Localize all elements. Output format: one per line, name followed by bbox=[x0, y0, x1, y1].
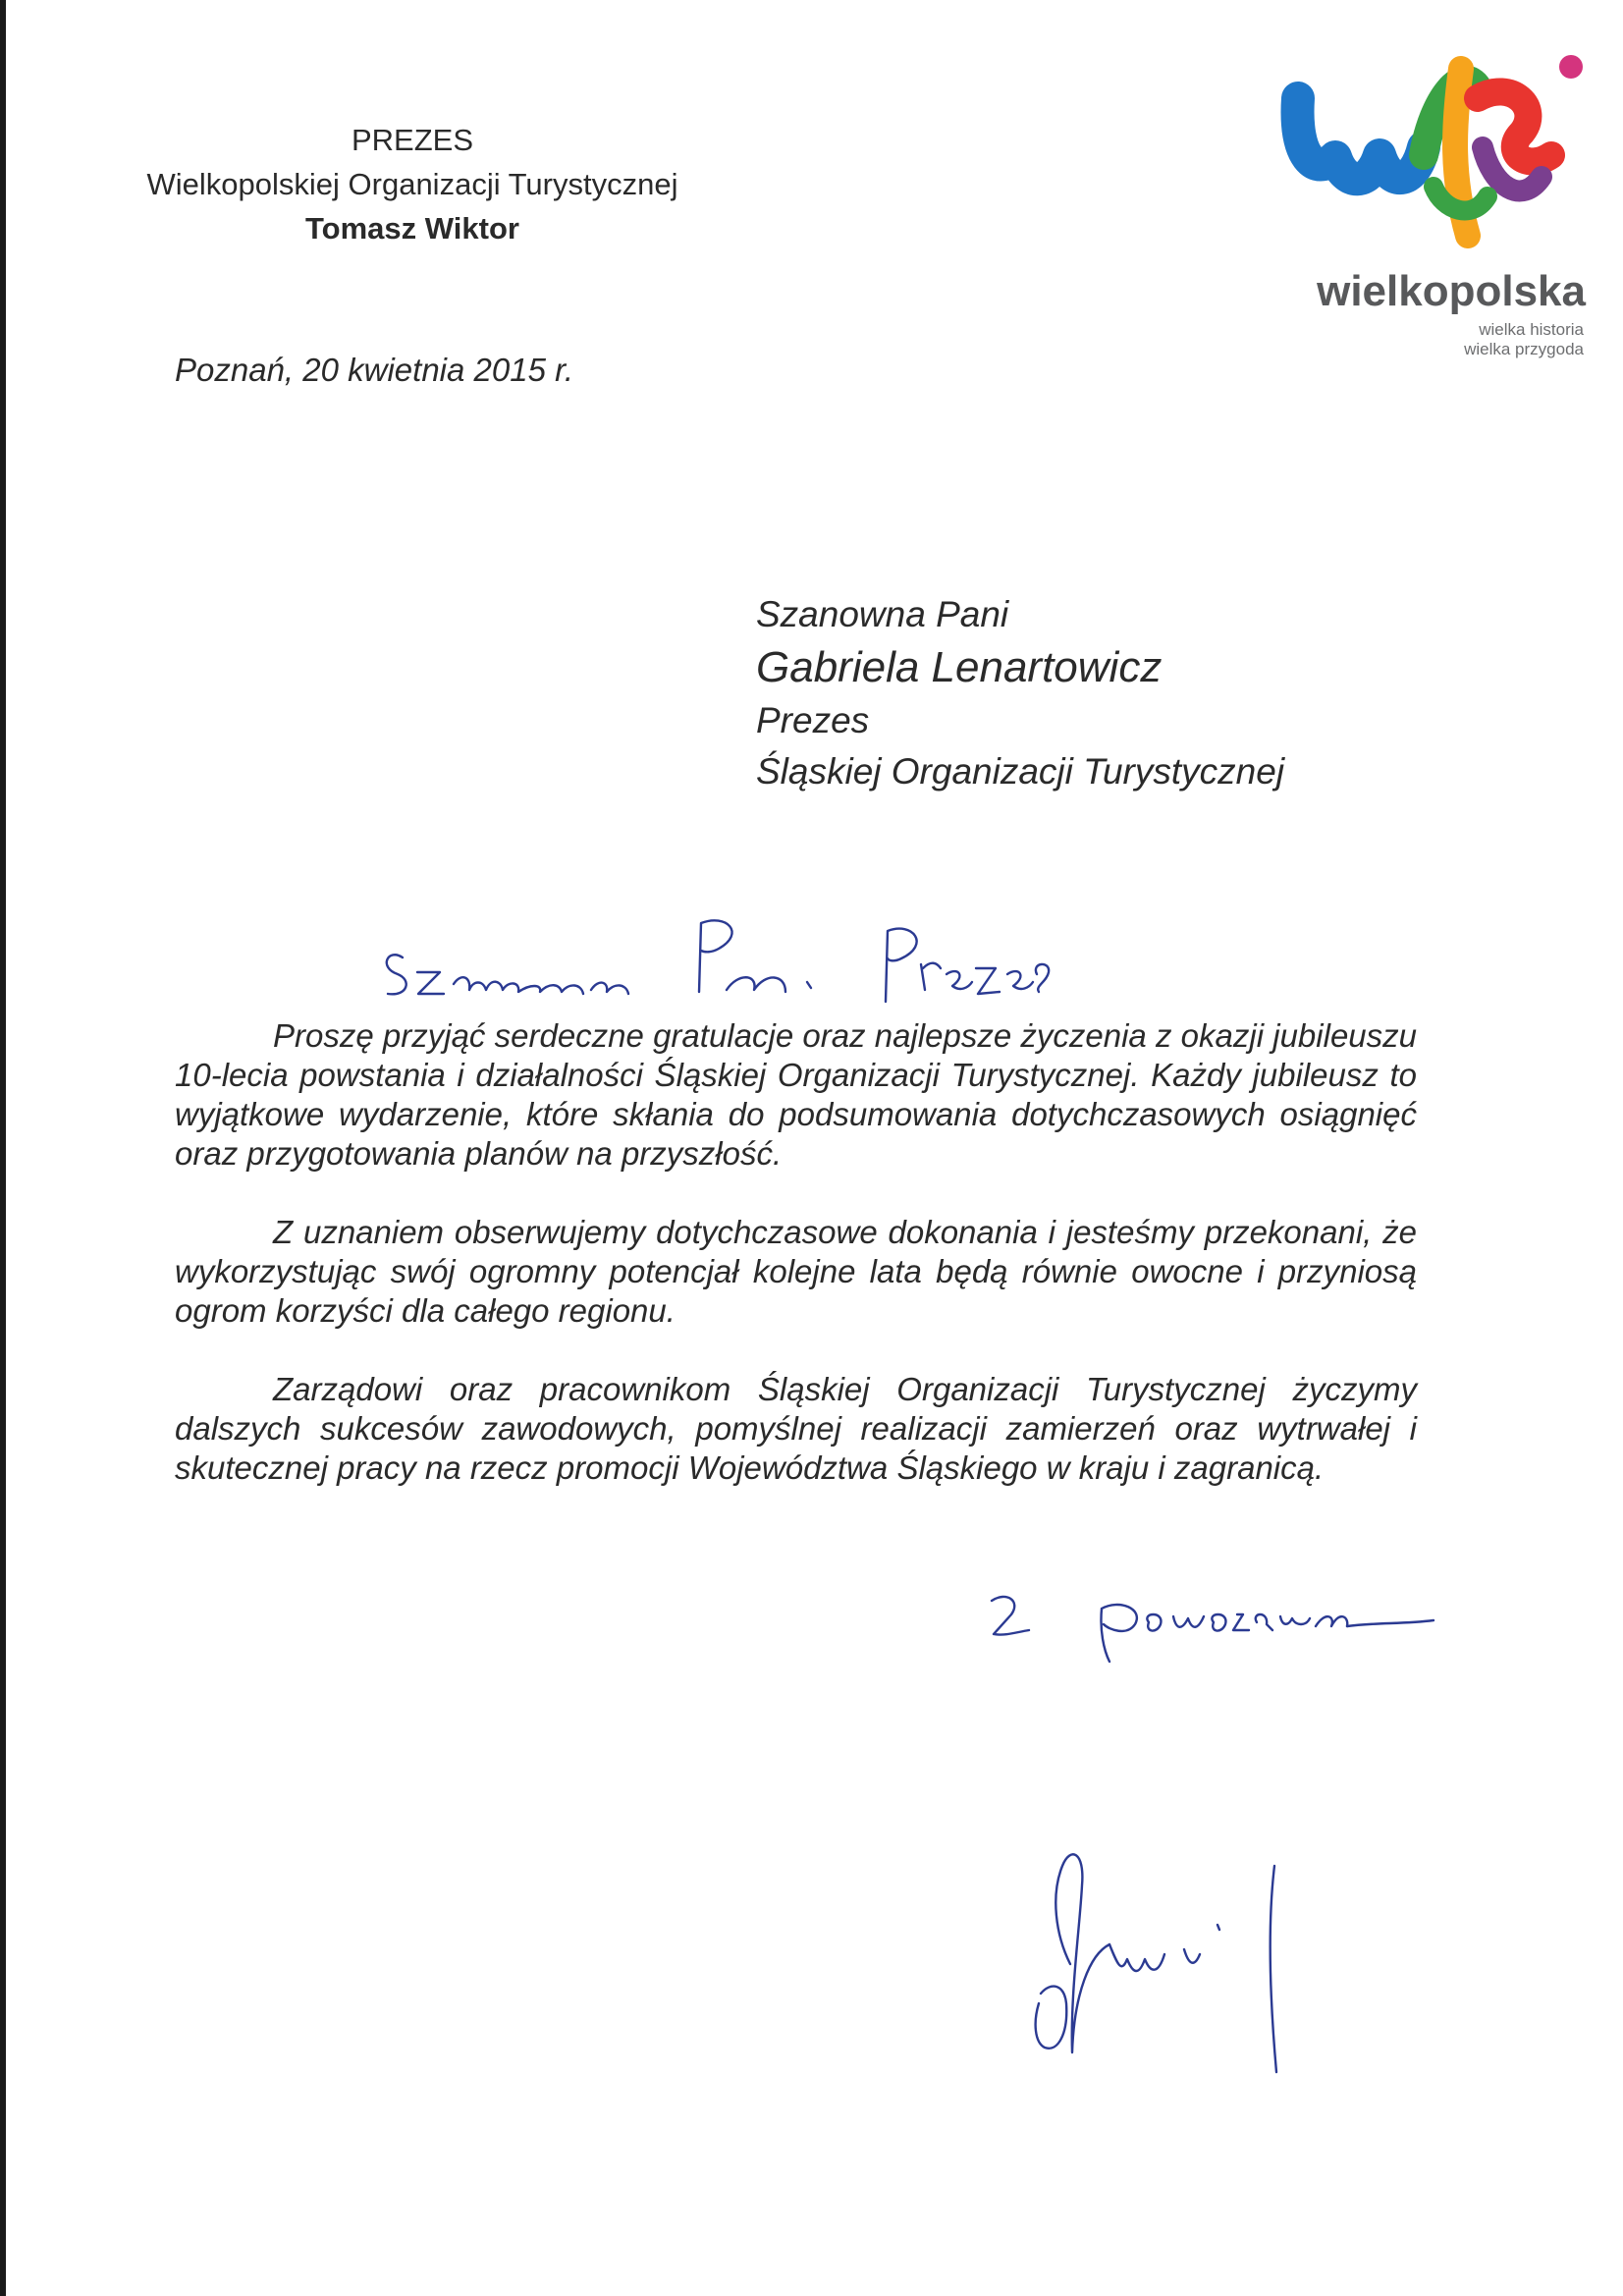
handwritten-salutation bbox=[373, 903, 1060, 1011]
recipient-block bbox=[756, 589, 1284, 797]
sender-block bbox=[59, 118, 766, 250]
sender-title: PREZES bbox=[351, 123, 474, 157]
letter-body bbox=[175, 1016, 1417, 1527]
paragraph-3: Zarządowi oraz pracownikom Śląskiej Organizacji Turystycznej życzymy dalszych sukcesów zawodowych, pomyślnej realizacji zamierzeń oraz wytrwałej i skutecznej pracy na rzecz promocji Województwa Śląskiego w kraju i zagranicą. bbox=[175, 1371, 1417, 1486]
logo-tagline-1: wielka historia bbox=[1479, 320, 1584, 339]
recipient-name: Gabriela Lenartowicz bbox=[756, 643, 1163, 691]
place-date: Poznań, 20 kwietnia 2015 r. bbox=[175, 352, 574, 388]
sender-name: Tomasz Wiktor bbox=[305, 211, 519, 246]
sender-organization: Wielkopolskiej Organizacji Turystycznej bbox=[146, 167, 678, 201]
scan-border bbox=[0, 0, 6, 2296]
logo-tagline-2: wielka przygoda bbox=[1464, 340, 1584, 358]
signature bbox=[1011, 1758, 1404, 2082]
logo-wordmark: wielkopolska bbox=[1317, 267, 1586, 315]
paragraph-1: Proszę przyjąć serdeczne gratulacje oraz najlepsze życzenia z okazji jubileuszu 10-lecia powstania i działalności Śląskiej Organizacji Turystycznej. Każdy jubileusz to wyjątkowe wydarzenie, które skłania do podsumowania dotychczasowych osiągnięć oraz przygotowania planów na przyszłość. bbox=[175, 1017, 1417, 1172]
handwritten-closing bbox=[972, 1581, 1443, 1669]
recipient-salutation: Szanowna Pani bbox=[756, 594, 1009, 634]
paragraph-2: Z uznaniem obserwujemy dotychczasowe dokonania i jesteśmy przekonani, że wykorzystując swój ogromny potencjał kolejne lata będą równie owocne i przyniosą ogrom korzyści dla całego regionu. bbox=[175, 1214, 1417, 1329]
recipient-organization: Śląskiej Organizacji Turystycznej bbox=[756, 751, 1285, 792]
recipient-role: Prezes bbox=[756, 700, 870, 740]
